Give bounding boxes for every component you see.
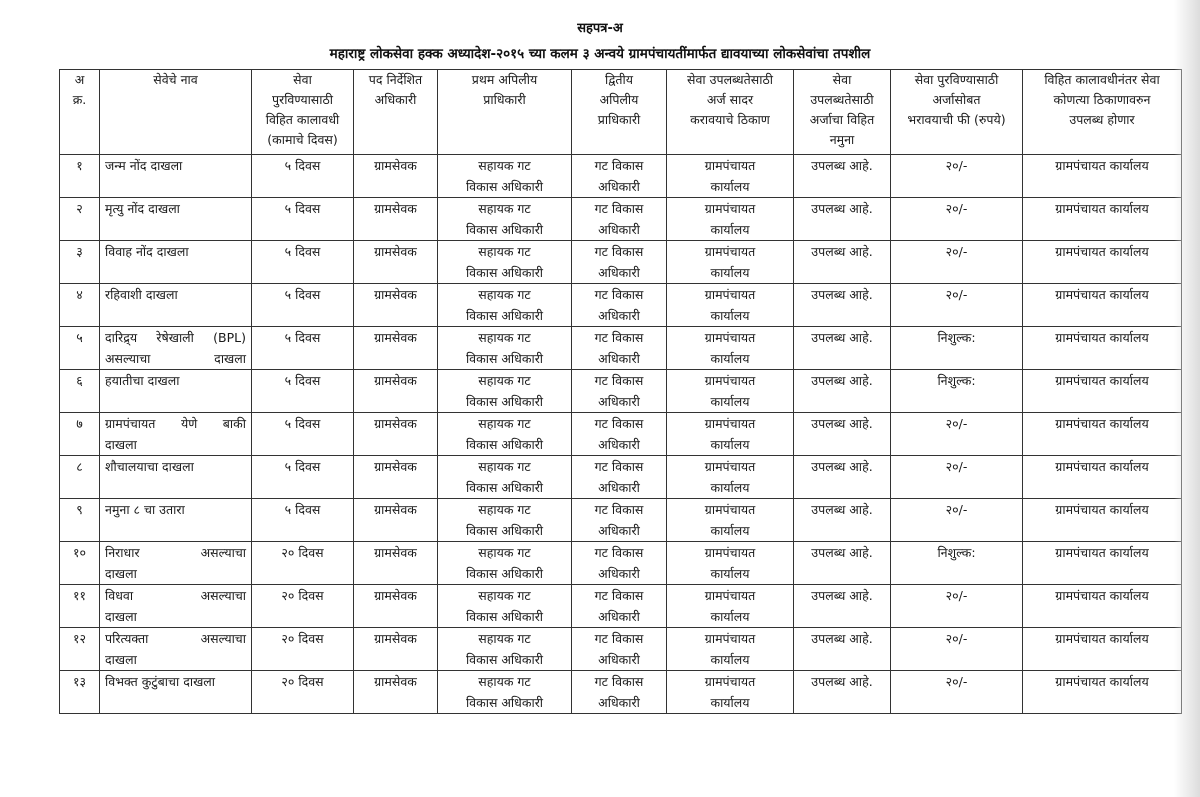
application-form-cell: उपलब्ध आहे. — [794, 542, 891, 585]
time-limit-cell: २० दिवस — [252, 628, 354, 671]
first-appellate-cell: सहायक गट विकास अधिकारी — [438, 327, 572, 370]
second-appellate-cell: गट विकास अधिकारी — [572, 671, 667, 714]
fee-cell: २०/- — [891, 284, 1023, 327]
service-availability-cell: ग्रामपंचायत कार्यालय — [1023, 499, 1182, 542]
fee-cell: २०/- — [891, 155, 1023, 198]
serial-number-cell: १२ — [60, 628, 100, 671]
first-appellate-cell: सहायक गट विकास अधिकारी — [438, 542, 572, 585]
service-availability-cell: ग्रामपंचायत कार्यालय — [1023, 585, 1182, 628]
service-availability-cell: ग्रामपंचायत कार्यालय — [1023, 671, 1182, 714]
serial-number-cell: ८ — [60, 456, 100, 499]
second-appellate-cell: गट विकास अधिकारी — [572, 284, 667, 327]
header-row — [60, 70, 1182, 155]
table-row — [60, 671, 1182, 714]
second-appellate-cell: गट विकास अधिकारी — [572, 241, 667, 284]
designated-officer-cell: ग्रामसेवक — [354, 155, 438, 198]
service-availability-cell: ग्रामपंचायत कार्यालय — [1023, 413, 1182, 456]
second-appellate-cell: गट विकास अधिकारी — [572, 542, 667, 585]
serial-number-cell: ३ — [60, 241, 100, 284]
service-name-cell: शौचालयाचा दाखला — [100, 456, 252, 499]
time-limit-cell: ५ दिवस — [252, 284, 354, 327]
document-title: महाराष्ट्र लोकसेवा हक्क अध्यादेश-२०१५ च्या कलम ३ अन्वये ग्रामपंचायतींमार्फत द्यावयाच्या लोकसेवांचा तपशील — [329, 46, 871, 62]
service-name-cell: दारिद्र्य रेषेखाली (BPL) असल्याचा दाखला — [100, 327, 252, 370]
first-appellate-cell: सहायक गट विकास अधिकारी — [438, 585, 572, 628]
designated-officer-cell: ग्रामसेवक — [354, 585, 438, 628]
application-form-cell: उपलब्ध आहे. — [794, 499, 891, 542]
application-place-cell: ग्रामपंचायत कार्यालय — [667, 542, 794, 585]
table-row — [60, 499, 1182, 542]
application-form-cell: उपलब्ध आहे. — [794, 585, 891, 628]
application-place-cell: ग्रामपंचायत कार्यालय — [667, 628, 794, 671]
service-name-cell: ग्रामपंचायत येणे बाकी दाखला — [100, 413, 252, 456]
second-appellate-cell: गट विकास अधिकारी — [572, 456, 667, 499]
designated-officer-cell: ग्रामसेवक — [354, 284, 438, 327]
first-appellate-cell: सहायक गट विकास अधिकारी — [438, 456, 572, 499]
service-name-cell: जन्म नोंद दाखला — [100, 155, 252, 198]
application-form-cell: उपलब्ध आहे. — [794, 241, 891, 284]
serial-number-cell: ९ — [60, 499, 100, 542]
first-appellate-cell: सहायक गट विकास अधिकारी — [438, 284, 572, 327]
designated-officer-cell: ग्रामसेवक — [354, 198, 438, 241]
service-name-cell: नमुना ८ चा उतारा — [100, 499, 252, 542]
application-form-cell: उपलब्ध आहे. — [794, 456, 891, 499]
application-place-cell: ग्रामपंचायत कार्यालय — [667, 585, 794, 628]
fee-cell: २०/- — [891, 413, 1023, 456]
services-table — [59, 69, 1182, 714]
application-place-cell: ग्रामपंचायत कार्यालय — [667, 370, 794, 413]
service-name-cell: निराधार असल्याचा दाखला — [100, 542, 252, 585]
column-header: सेवा उपलब्धतेसाठी अर्जाचा विहित नमुना — [794, 70, 891, 155]
first-appellate-cell: सहायक गट विकास अधिकारी — [438, 413, 572, 456]
serial-number-cell: ५ — [60, 327, 100, 370]
column-header: सेवा उपलब्धतेसाठी अर्ज सादर करावयाचे ठिकाण — [667, 70, 794, 155]
table-row — [60, 284, 1182, 327]
designated-officer-cell: ग्रामसेवक — [354, 499, 438, 542]
serial-number-cell: ११ — [60, 585, 100, 628]
application-form-cell: उपलब्ध आहे. — [794, 284, 891, 327]
table-row — [60, 198, 1182, 241]
serial-number-cell: ६ — [60, 370, 100, 413]
service-name-cell: परित्यक्ता असल्याचा दाखला — [100, 628, 252, 671]
application-place-cell: ग्रामपंचायत कार्यालय — [667, 284, 794, 327]
second-appellate-cell: गट विकास अधिकारी — [572, 585, 667, 628]
table-header — [60, 70, 1182, 155]
column-header: सेवा पुरविण्यासाठी विहित कालावधी (कामाचे दिवस) — [252, 70, 354, 155]
time-limit-cell: २० दिवस — [252, 542, 354, 585]
application-form-cell: उपलब्ध आहे. — [794, 155, 891, 198]
designated-officer-cell: ग्रामसेवक — [354, 241, 438, 284]
column-header: विहित कालावधीनंतर सेवा कोणत्या ठिकाणावरुन उपलब्ध होणार — [1023, 70, 1182, 155]
time-limit-cell: ५ दिवस — [252, 456, 354, 499]
application-form-cell: उपलब्ध आहे. — [794, 198, 891, 241]
first-appellate-cell: सहायक गट विकास अधिकारी — [438, 671, 572, 714]
time-limit-cell: ५ दिवस — [252, 327, 354, 370]
service-availability-cell: ग्रामपंचायत कार्यालय — [1023, 628, 1182, 671]
fee-cell: २०/- — [891, 671, 1023, 714]
serial-number-cell: १३ — [60, 671, 100, 714]
table-row — [60, 456, 1182, 499]
document-subtitle: सहपत्र-अ — [577, 21, 623, 36]
column-header: प्रथम अपिलीय प्राधिकारी — [438, 70, 572, 155]
application-place-cell: ग्रामपंचायत कार्यालय — [667, 413, 794, 456]
service-availability-cell: ग्रामपंचायत कार्यालय — [1023, 370, 1182, 413]
service-availability-cell: ग्रामपंचायत कार्यालय — [1023, 542, 1182, 585]
fee-cell: निशुल्क: — [891, 370, 1023, 413]
designated-officer-cell: ग्रामसेवक — [354, 628, 438, 671]
application-place-cell: ग्रामपंचायत कार्यालय — [667, 499, 794, 542]
table-row — [60, 628, 1182, 671]
service-name-cell: विधवा असल्याचा दाखला — [100, 585, 252, 628]
designated-officer-cell: ग्रामसेवक — [354, 671, 438, 714]
table-body — [60, 155, 1182, 714]
first-appellate-cell: सहायक गट विकास अधिकारी — [438, 198, 572, 241]
second-appellate-cell: गट विकास अधिकारी — [572, 499, 667, 542]
serial-number-cell: १० — [60, 542, 100, 585]
application-form-cell: उपलब्ध आहे. — [794, 671, 891, 714]
first-appellate-cell: सहायक गट विकास अधिकारी — [438, 370, 572, 413]
second-appellate-cell: गट विकास अधिकारी — [572, 155, 667, 198]
serial-number-cell: २ — [60, 198, 100, 241]
service-name-cell: मृत्यु नोंद दाखला — [100, 198, 252, 241]
application-form-cell: उपलब्ध आहे. — [794, 327, 891, 370]
serial-number-cell: ७ — [60, 413, 100, 456]
service-name-cell: हयातीचा दाखला — [100, 370, 252, 413]
time-limit-cell: २० दिवस — [252, 671, 354, 714]
application-place-cell: ग्रामपंचायत कार्यालय — [667, 241, 794, 284]
column-header: सेवा पुरविण्यासाठी अर्जासोबत भरावयाची फी (रुपये) — [891, 70, 1023, 155]
application-place-cell: ग्रामपंचायत कार्यालय — [667, 327, 794, 370]
service-availability-cell: ग्रामपंचायत कार्यालय — [1023, 284, 1182, 327]
application-form-cell: उपलब्ध आहे. — [794, 628, 891, 671]
second-appellate-cell: गट विकास अधिकारी — [572, 198, 667, 241]
table-row — [60, 413, 1182, 456]
service-availability-cell: ग्रामपंचायत कार्यालय — [1023, 241, 1182, 284]
designated-officer-cell: ग्रामसेवक — [354, 370, 438, 413]
fee-cell: २०/- — [891, 241, 1023, 284]
serial-number-cell: १ — [60, 155, 100, 198]
fee-cell: २०/- — [891, 456, 1023, 499]
fee-cell: निशुल्क: — [891, 327, 1023, 370]
designated-officer-cell: ग्रामसेवक — [354, 327, 438, 370]
time-limit-cell: ५ दिवस — [252, 370, 354, 413]
application-place-cell: ग्रामपंचायत कार्यालय — [667, 198, 794, 241]
time-limit-cell: ५ दिवस — [252, 499, 354, 542]
service-availability-cell: ग्रामपंचायत कार्यालय — [1023, 155, 1182, 198]
second-appellate-cell: गट विकास अधिकारी — [572, 628, 667, 671]
time-limit-cell: ५ दिवस — [252, 241, 354, 284]
column-header: पद निर्देशित अधिकारी — [354, 70, 438, 155]
fee-cell: निशुल्क: — [891, 542, 1023, 585]
first-appellate-cell: सहायक गट विकास अधिकारी — [438, 499, 572, 542]
first-appellate-cell: सहायक गट विकास अधिकारी — [438, 155, 572, 198]
fee-cell: २०/- — [891, 628, 1023, 671]
column-header: सेवेचे नाव — [100, 70, 252, 155]
time-limit-cell: ५ दिवस — [252, 155, 354, 198]
second-appellate-cell: गट विकास अधिकारी — [572, 413, 667, 456]
application-place-cell: ग्रामपंचायत कार्यालय — [667, 456, 794, 499]
table-row — [60, 542, 1182, 585]
service-name-cell: विवाह नोंद दाखला — [100, 241, 252, 284]
page-edge-shadow — [1174, 0, 1200, 797]
table-row — [60, 585, 1182, 628]
application-form-cell: उपलब्ध आहे. — [794, 413, 891, 456]
second-appellate-cell: गट विकास अधिकारी — [572, 327, 667, 370]
designated-officer-cell: ग्रामसेवक — [354, 456, 438, 499]
fee-cell: २०/- — [891, 499, 1023, 542]
application-form-cell: उपलब्ध आहे. — [794, 370, 891, 413]
table-row — [60, 241, 1182, 284]
application-place-cell: ग्रामपंचायत कार्यालय — [667, 155, 794, 198]
service-name-cell: विभक्त कुटुंबाचा दाखला — [100, 671, 252, 714]
designated-officer-cell: ग्रामसेवक — [354, 542, 438, 585]
time-limit-cell: २० दिवस — [252, 585, 354, 628]
time-limit-cell: ५ दिवस — [252, 413, 354, 456]
fee-cell: २०/- — [891, 585, 1023, 628]
designated-officer-cell: ग्रामसेवक — [354, 413, 438, 456]
service-availability-cell: ग्रामपंचायत कार्यालय — [1023, 456, 1182, 499]
serial-number-cell: ४ — [60, 284, 100, 327]
time-limit-cell: ५ दिवस — [252, 198, 354, 241]
application-place-cell: ग्रामपंचायत कार्यालय — [667, 671, 794, 714]
table-row — [60, 155, 1182, 198]
service-name-cell: रहिवाशी दाखला — [100, 284, 252, 327]
table-row — [60, 370, 1182, 413]
column-header: द्वितीय अपिलीय प्राधिकारी — [572, 70, 667, 155]
column-header: अ क्र. — [60, 70, 100, 155]
fee-cell: २०/- — [891, 198, 1023, 241]
service-availability-cell: ग्रामपंचायत कार्यालय — [1023, 198, 1182, 241]
service-availability-cell: ग्रामपंचायत कार्यालय — [1023, 327, 1182, 370]
table-row — [60, 327, 1182, 370]
second-appellate-cell: गट विकास अधिकारी — [572, 370, 667, 413]
first-appellate-cell: सहायक गट विकास अधिकारी — [438, 241, 572, 284]
first-appellate-cell: सहायक गट विकास अधिकारी — [438, 628, 572, 671]
